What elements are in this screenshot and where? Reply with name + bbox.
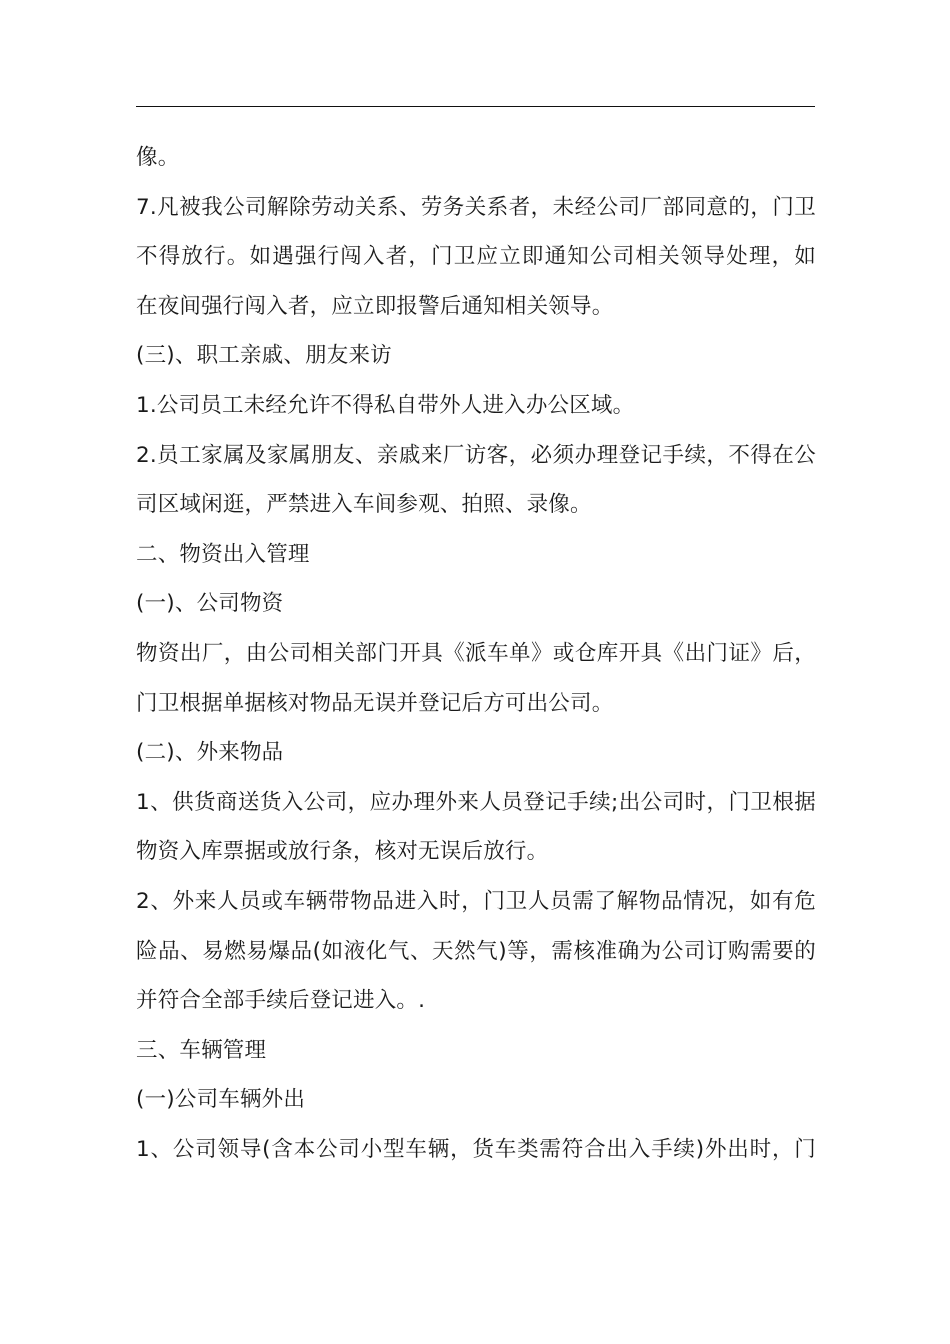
text-line: 2、外来人员或车辆带物品进入时，门卫人员需了解物品情况，如有危 bbox=[136, 888, 816, 914]
section-heading: 三、车辆管理 bbox=[136, 1037, 267, 1063]
text-line: 1.公司员工未经允许不得私自带外人进入办公区域。 bbox=[136, 392, 635, 418]
section-heading: (三)、职工亲戚、朋友来访 bbox=[136, 343, 392, 369]
text-line: 并符合全部手续后登记进入。. bbox=[136, 988, 426, 1014]
section-heading: 二、物资出入管理 bbox=[136, 541, 310, 567]
section-heading: (一)公司车辆外出 bbox=[136, 1087, 306, 1113]
text-line: 门卫根据单据核对物品无误并登记后方可出公司。 bbox=[136, 690, 614, 716]
text-line: 在夜间强行闯入者，应立即报警后通知相关领导。 bbox=[136, 293, 614, 319]
text-line: 物资出厂，由公司相关部门开具《派车单》或仓库开具《出门证》后， bbox=[136, 640, 816, 666]
text-line: 司区域闲逛，严禁进入车间参观、拍照、录像。 bbox=[136, 492, 592, 518]
header-rule bbox=[136, 106, 815, 107]
text-line: 2.员工家属及家属朋友、亲戚来厂访客，必须办理登记手续，不得在公 bbox=[136, 442, 816, 468]
document-body bbox=[136, 133, 816, 1174]
text-line: 险品、易燃易爆品(如液化气、天然气)等，需核准确为公司订购需要的 bbox=[136, 938, 816, 964]
text-line: 不得放行。如遇强行闯入者，门卫应立即通知公司相关领导处理，如 bbox=[136, 244, 816, 270]
section-heading: (一)、公司物资 bbox=[136, 591, 284, 617]
section-heading: (二)、外来物品 bbox=[136, 740, 284, 766]
text-line: 1、公司领导(含本公司小型车辆，货车类需符合出入手续)外出时，门 bbox=[136, 1136, 816, 1162]
text-line: 像。 bbox=[136, 145, 180, 170]
text-line: 7.凡被我公司解除劳动关系、劳务关系者，未经公司厂部同意的，门卫 bbox=[136, 194, 816, 220]
text-line: 物资入库票据或放行条，核对无误后放行。 bbox=[136, 839, 549, 865]
text-line: 1、供货商送货入公司，应办理外来人员登记手续;出公司时，门卫根据 bbox=[136, 789, 816, 815]
